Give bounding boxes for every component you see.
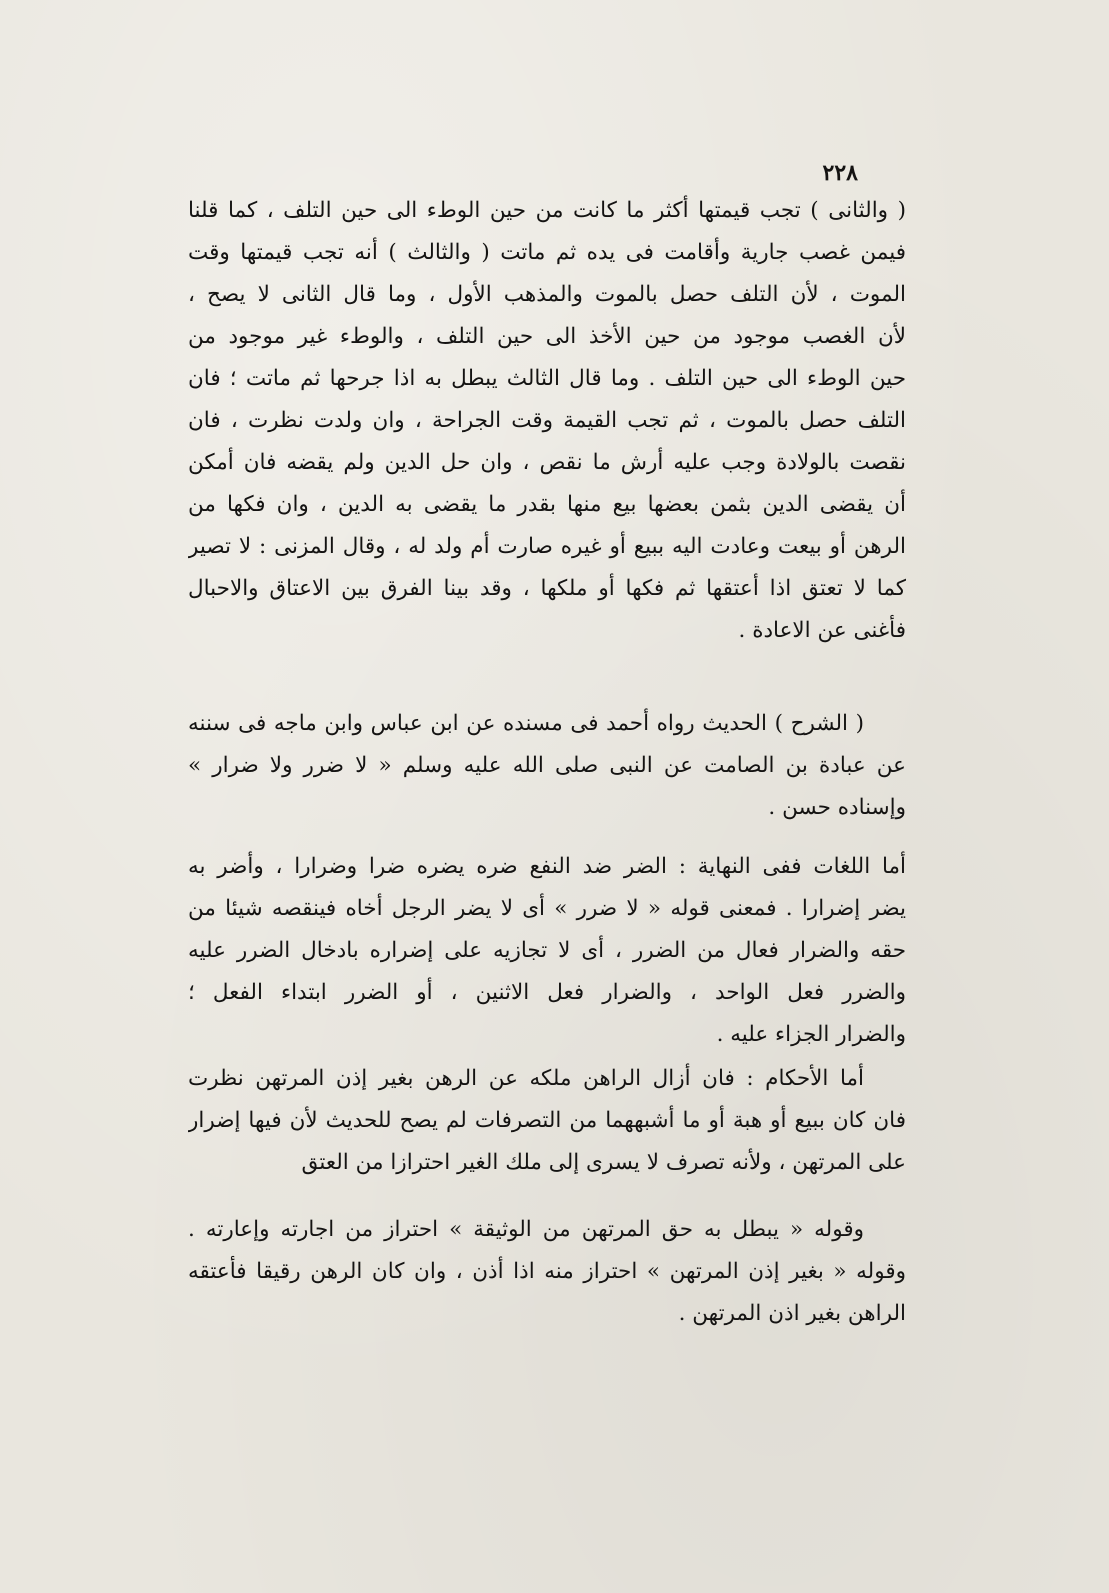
text-line: على المرتهن ، ولأنه تصرف لا يسرى إلى ملك الغير احترازا من العتق [301,1150,906,1175]
text-line: عن عبادة بن الصامت عن النبى صلى الله عليه وسلم « لا ضرر ولا ضرار » [188,753,906,778]
text-line: وقوله « يبطل به حق المرتهن من الوثيقة » احتراز من اجارته وإعارته . [188,1217,864,1242]
text-line: ( والثانى ) تجب قيمتها أكثر ما كانت من حين الوطء الى حين التلف ، كما قلنا [188,198,906,223]
text-line: حقه والضرار فعال من الضرر ، أى لا تجازيه على إضراره بادخال الضرر عليه [188,938,906,963]
text-line: أن يقضى الدين بثمن بعضها بيع منها بقدر ما يقضى به الدين ، وان فكها من [188,492,906,517]
text-line: فأغنى عن الاعادة . [738,618,906,643]
text-line: يضر إضرارا . فمعنى قوله « لا ضرر » أى لا يضر الرجل أخاه فينقصه شيئا من [188,896,906,921]
text-line: فان كان ببيع أو هبة أو ما أشبههما من التصرفات لم يصح للحديث لأن فيها إضرار [188,1108,906,1133]
text-line: نقصت بالولادة وجب عليه أرش ما نقص ، وان حل الدين ولم يقضه فان أمكن [188,450,906,475]
text-line: الرهن أو بيعت وعادت اليه ببيع أو غيره صارت أم ولد له ، وقال المزنى : لا تصير [188,534,906,559]
text-line: والضرر فعل الواحد ، والضرار فعل الاثنين ، أو الضرر ابتداء الفعل ؛ [188,980,906,1005]
paragraph-commentary-hadith [188,703,906,829]
text-line: التلف حصل بالموت ، ثم تجب القيمة وقت الجراحة ، وان ولدت نظرت ، فان [188,408,906,433]
text-line: وإسناده حسن . [768,795,906,820]
text-line: لأن الغصب موجود من حين الأخذ الى حين التلف ، والوطء غير موجود من [188,324,906,349]
text-line: كما لا تعتق اذا أعتقها ثم فكها أو ملكها ، وقد بينا الفرق بين الاعتاق والاحبال [188,576,906,601]
text-line: أما الأحكام : فان أزال الراهن ملكه عن الرهن بغير إذن المرتهن نظرت [188,1066,864,1091]
text-line: الموت ، لأن التلف حصل بالموت والمذهب الأول ، وما قال الثانى لا يصح ، [188,282,906,307]
text-line: الراهن بغير اذن المرتهن . [678,1301,906,1326]
paragraph-main-text [188,190,906,652]
text-line: أما اللغات ففى النهاية : الضر ضد النفع ضره يضره ضرا وضرارا ، وأضر به [188,854,906,879]
text-line: ( الشرح ) الحديث رواه أحمد فى مسنده عن ابن عباس وابن ماجه فى سننه [188,711,864,736]
paragraph-clauses [188,1209,906,1335]
page-number: ٢٢٨ [822,160,858,186]
paragraph-lexicon [188,846,906,1056]
paragraph-rulings [188,1058,906,1184]
text-line: فيمن غصب جارية وأقامت فى يده ثم ماتت ( والثالث ) أنه تجب قيمتها وقت [188,240,906,265]
text-line: وقوله « بغير إذن المرتهن » احتراز منه اذا أذن ، وان كان الرهن رقيقا فأعتقه [188,1259,906,1284]
text-line: والضرار الجزاء عليه . [716,1022,906,1047]
text-line: حين الوطء الى حين التلف . وما قال الثالث يبطل به اذا جرحها ثم ماتت ؛ فان [188,366,906,391]
